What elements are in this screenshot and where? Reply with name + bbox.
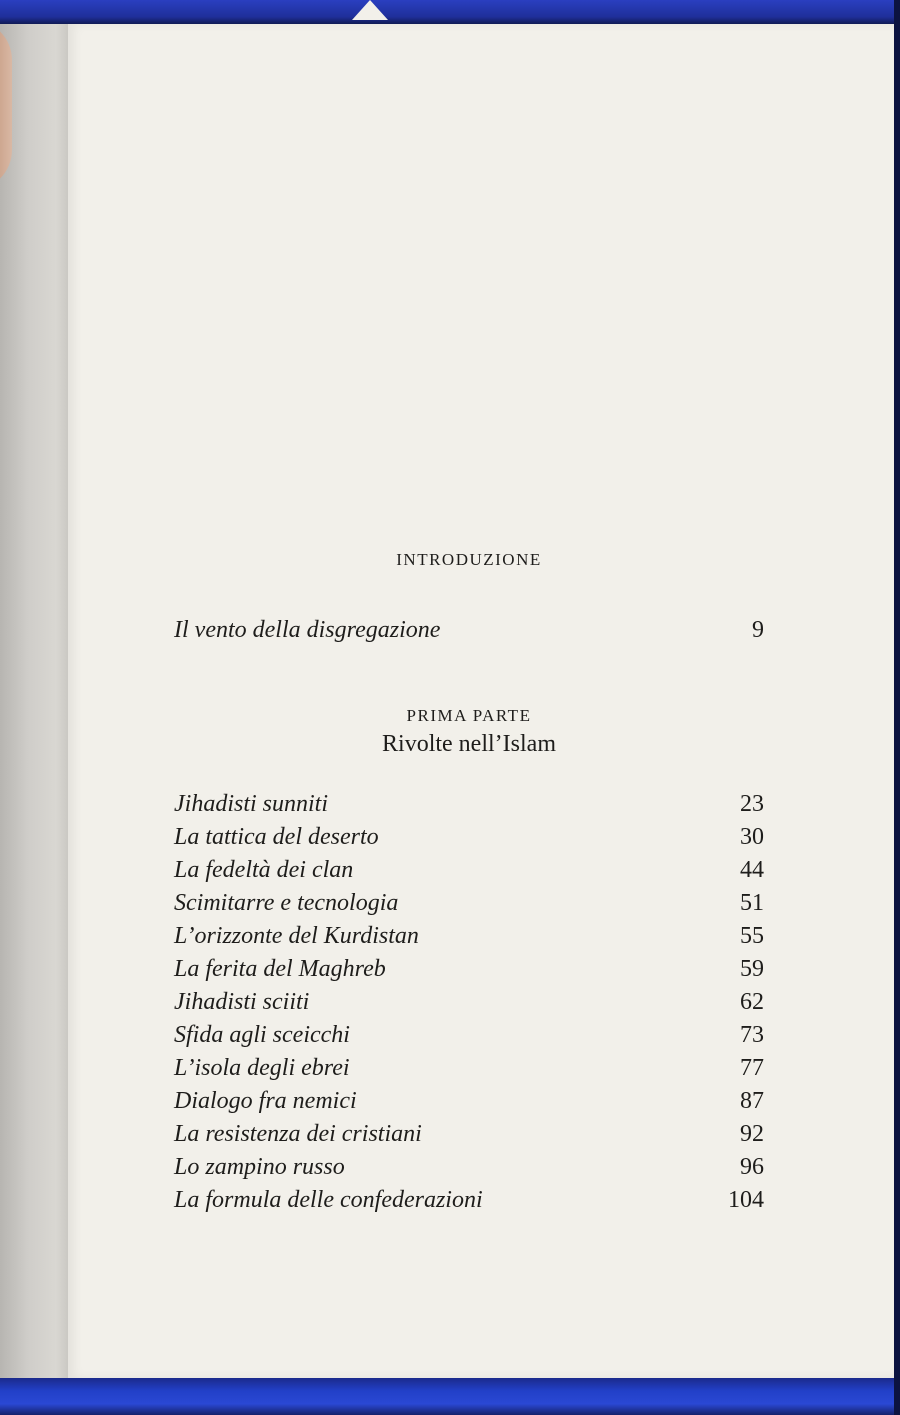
- toc-entry: [174, 788, 764, 821]
- introduction-label: INTRODUZIONE: [396, 550, 542, 569]
- toc-entry-title: Dialogo fra nemici: [174, 1088, 357, 1114]
- toc-entry-page: 77: [740, 1055, 764, 1081]
- toc-entry-title: L’orizzonte del Kurdistan: [174, 923, 419, 949]
- toc-entry-page: 104: [728, 1187, 764, 1213]
- toc-entry-page: 23: [740, 791, 764, 817]
- cover-notch: [352, 0, 388, 20]
- toc-entry-title: La tattica del deserto: [174, 824, 379, 850]
- toc-entry: [174, 1019, 764, 1052]
- part-one-entries: [174, 788, 764, 1217]
- toc-entry-title: Jihadisti sciiti: [174, 989, 310, 1015]
- toc-entry: [174, 854, 764, 887]
- page: [68, 24, 894, 1378]
- toc-entry-page: 87: [740, 1088, 764, 1114]
- toc-entry: [174, 1052, 764, 1085]
- toc-entry-page: 92: [740, 1121, 764, 1147]
- toc-entry-title: L’isola degli ebrei: [174, 1055, 350, 1081]
- book-cover-top-edge: [0, 0, 900, 24]
- part-one-title: Rivolte nell’Islam: [382, 731, 556, 757]
- toc-entry: [174, 920, 764, 953]
- toc-entry-title: Lo zampino russo: [174, 1154, 345, 1180]
- toc-entry-title: Sfida agli sceicchi: [174, 1022, 350, 1048]
- toc-entry: [174, 1085, 764, 1118]
- toc-entry-page: 55: [740, 923, 764, 949]
- toc-entry-introduction: [174, 614, 764, 647]
- toc-entry-page: 51: [740, 890, 764, 916]
- toc-entry-page: 73: [740, 1022, 764, 1048]
- part-one-label: PRIMA PARTE: [406, 706, 532, 725]
- toc-entry-title: La formula delle confederazioni: [174, 1187, 483, 1213]
- toc-entry-title: La resistenza dei cristiani: [174, 1121, 422, 1147]
- toc-entry: [174, 1118, 764, 1151]
- toc-entry-page: 30: [740, 824, 764, 850]
- toc-entry-title: Jihadisti sunniti: [174, 791, 329, 817]
- toc-entry: [174, 1184, 764, 1217]
- toc-entry-title: Il vento della disgregazione: [174, 617, 441, 643]
- toc-entry: [174, 887, 764, 920]
- book-spine-gutter: [0, 24, 70, 1378]
- toc-entry-page: 59: [740, 956, 764, 982]
- book-cover-right-edge: [894, 0, 900, 1415]
- toc-entry-title: La fedeltà dei clan: [174, 857, 354, 883]
- toc-entry: [174, 953, 764, 986]
- toc-entry: [174, 1151, 764, 1184]
- toc-entry-title: La ferita del Maghreb: [174, 956, 386, 982]
- book-cover-bottom-edge: [0, 1378, 900, 1415]
- toc-entry-page: 96: [740, 1154, 764, 1180]
- toc-entry-title: Scimitarre e tecnologia: [174, 890, 399, 916]
- toc-entry: [174, 986, 764, 1019]
- toc-entry-page: 62: [740, 989, 764, 1015]
- toc-entry-page: 44: [740, 857, 764, 883]
- toc-entry: [174, 821, 764, 854]
- toc-entry-page: 9: [752, 617, 764, 643]
